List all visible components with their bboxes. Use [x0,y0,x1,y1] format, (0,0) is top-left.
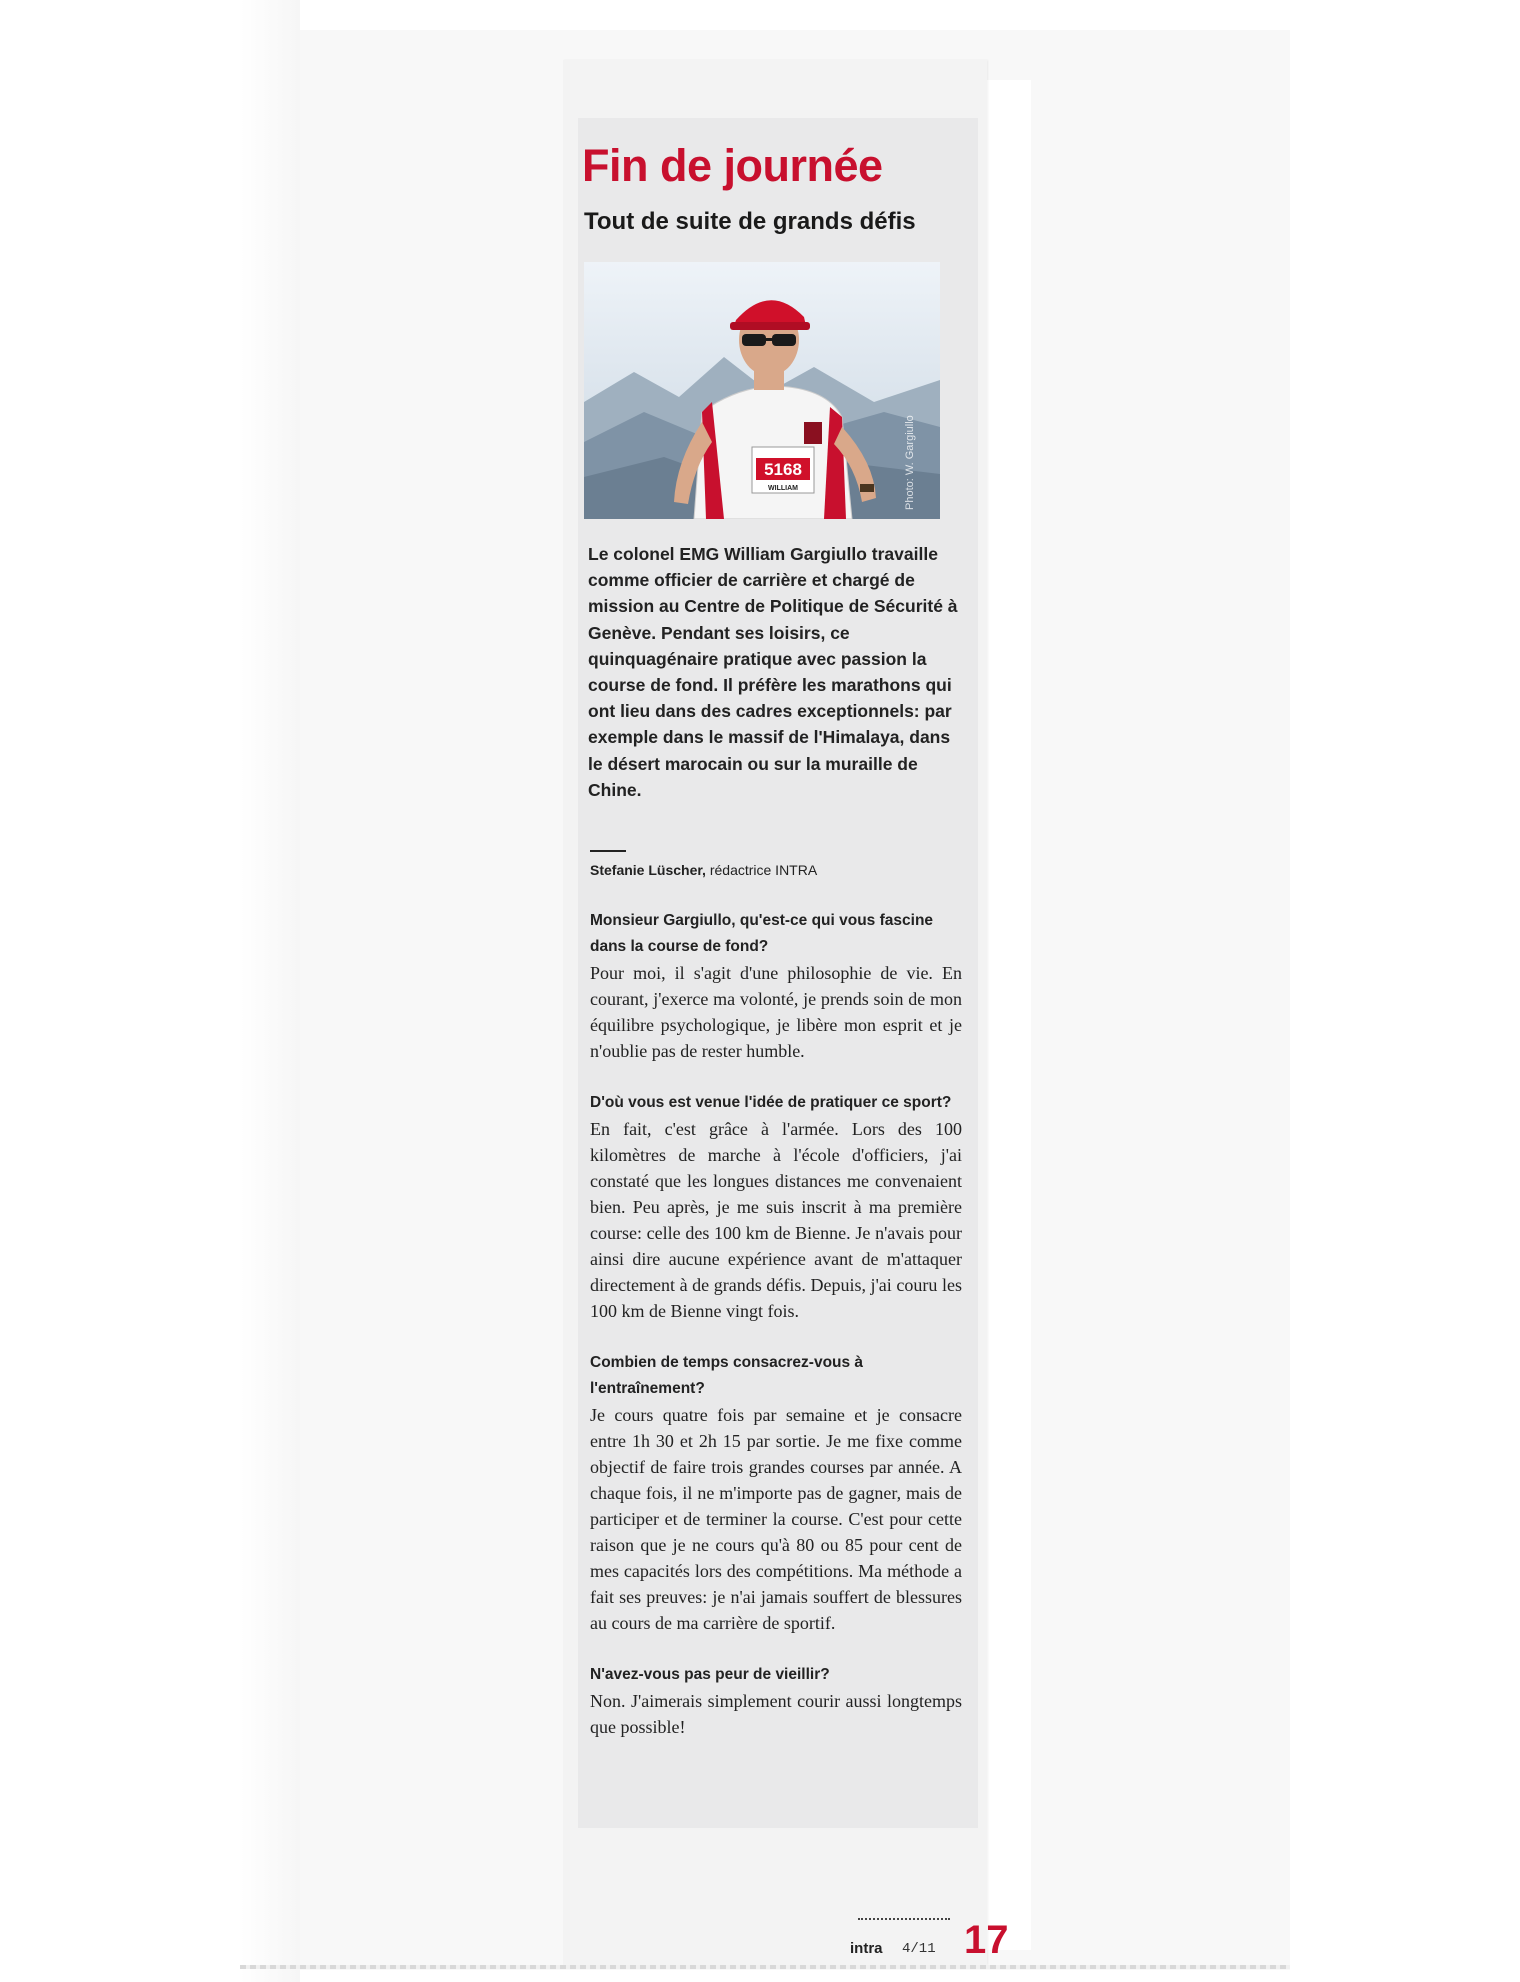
byline-rule [590,850,626,852]
photo-credit: Photo: W. Gargiullo [904,415,916,510]
bib-number: 5168 [764,460,802,479]
footer-dotted-rule [858,1918,950,1920]
scan-bottom-edge [240,1965,1290,1969]
interview [590,908,962,1766]
interview-question: Combien de temps consacrez-vous à l'entraînement? [590,1354,864,1397]
interview-answer: Pour moi, il s'agit d'une philosophie de vie. En courant, j'exerce ma volonté, je prends soin de mon équilibre psychologique, je libère mon esprit et je n'oublie pas de rester humble. [590,963,962,1061]
author-name: Stefanie Lüscher, [590,862,706,878]
author-role: rédactrice INTRA [709,862,818,878]
magazine-name: intra [850,1940,883,1957]
interview-question: Monsieur Gargiullo, qu'est-ce qui vous fascine dans la course de fond? [590,912,934,955]
article-subtitle: Tout de suite de grands défis [584,208,916,235]
article-title: Fin de journée [582,140,883,191]
interview-question: D'où vous est venue l'idée de pratiquer ce sport? [590,1094,952,1111]
adjacent-page-edge [985,80,1031,1950]
interview-question: N'avez-vous pas peur de vieillir? [590,1666,830,1683]
bib-name: WILLIAM [768,485,798,492]
interview-answer: En fait, c'est grâce à l'armée. Lors des 100 kilomètres de marche à l'école d'officiers, j'ai constaté que les longues distances me convenaient bien. Peu après, je me suis inscrit à ma première course: celle des 100 km de Bienne. Je n'avais pour ainsi dire aucune expérience avant de m'attaquer directement à de grands défis. Depuis, j'ai couru les 100 km de Bienne vingt fois. [590,1119,962,1321]
qa-block [590,1662,962,1740]
byline [590,862,817,878]
article-lead: Le colonel EMG William Gargiullo travaille comme officier de carrière et chargé de mission au Centre de Politique de Sécurité à Genève. Pendant ses loisirs, ce quinquagénaire pratique avec passion la course de fond. Il préfère les marathons qui ont lieu dans des cadres exceptionnels: par exemple dans le massif de l'Himalaya, dans le désert marocain ou sur la muraille de Chine. [588,544,958,800]
scan-margin [240,0,300,1982]
qa-block [590,908,962,1064]
qa-block [590,1090,962,1324]
page-number: 17 [964,1918,1009,1962]
qa-block [590,1350,962,1636]
issue-number: 4/11 [902,1941,936,1957]
interview-answer: Non. J'aimerais simplement courir aussi longtemps que possible! [590,1691,962,1737]
runner-photo [584,262,940,519]
interview-answer: Je cours quatre fois par semaine et je consacre entre 1h 30 et 2h 15 par sortie. Je me fixe comme objectif de faire trois grandes courses par année. A chaque fois, il ne m'importe pas de gagner, mais de participer et de terminer la course. C'est pour cette raison que je ne cours qu'à 80 ou 85 pour cent de mes capacités lors des compétitions. Ma méthode a fait ses preuves: je n'ai jamais souffert de blessures au cours de ma carrière de sportif. [590,1405,962,1633]
